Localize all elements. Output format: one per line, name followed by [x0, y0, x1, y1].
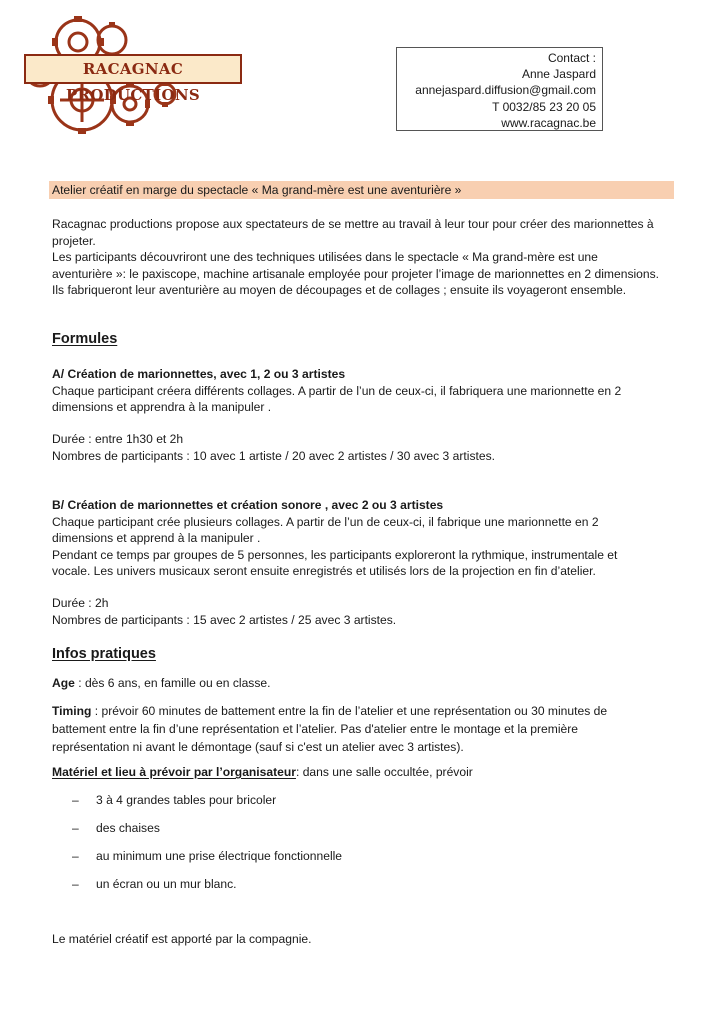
- list-item: [72, 820, 672, 837]
- list-item: [72, 876, 672, 893]
- formule-b-details: [52, 595, 682, 628]
- list-marker: –: [72, 877, 79, 891]
- intro-line: aventurière »: le paxiscope, machine artisanale employée pour projeter l’image de marionnettes en 2 dimensions.: [52, 266, 660, 281]
- contact-phone: T 0032/85 23 20 05: [492, 99, 596, 114]
- intro-line: Racagnac productions propose aux spectateurs de se mettre au travail à leur tour pour créer des marionnettes à: [52, 217, 654, 231]
- formule-a-line: dimensions et apprendra à la manipuler .: [52, 400, 272, 414]
- contact-name: Anne Jaspard: [521, 67, 596, 82]
- formule-a-participants: Nombres de participants : 10 avec 1 artiste / 20 avec 2 artistes / 30 avec 3 artistes.: [52, 448, 495, 463]
- contact-email[interactable]: annejaspard.diffusion@gmail.com: [415, 83, 596, 98]
- list-marker: –: [72, 849, 79, 863]
- company-logo: [20, 12, 250, 137]
- formule-b-line: Pendant ce temps par groupes de 5 personnes, les participants exploreront la rythmique, instrumentale et: [52, 547, 618, 562]
- list-item-text: 3 à 4 grandes tables pour bricoler: [96, 793, 277, 807]
- materiel-text: : dans une salle occultée, prévoir: [295, 765, 473, 779]
- formule-a-title: A/ Création de marionnettes, avec 1, 2 ou 3 artistes: [52, 367, 346, 381]
- formule-b-line: Chaque participant crée plusieurs collages. A partir de l’un de ceux-ci, il fabrique une marionnette en 2: [52, 514, 599, 529]
- contact-box: [396, 47, 603, 131]
- formule-b-participants: Nombres de participants : 15 avec 2 artistes / 25 avec 3 artistes.: [52, 612, 397, 627]
- list-marker: –: [72, 821, 79, 835]
- contact-website[interactable]: www.racagnac.be: [501, 115, 596, 130]
- infos-heading: Infos pratiques: [52, 646, 156, 662]
- intro-line: Les participants découvriront une des techniques utilisées dans le spectacle « Ma grand-mère est une: [52, 250, 598, 264]
- timing-text: battement entre la fin d’une représentation et l’atelier. Pas d'atelier entre le montage et la première: [52, 722, 579, 736]
- timing-text: représentation ni avant le démontage (sauf si c'est un atelier avec 3 artistes).: [52, 740, 464, 754]
- info-materiel: [52, 764, 682, 781]
- list-marker: –: [72, 793, 79, 807]
- formule-a-details: [52, 431, 682, 464]
- formules-heading: Formules: [52, 331, 118, 347]
- list-item-text: au minimum une prise électrique fonctionnelle: [96, 849, 343, 863]
- list-item-text: un écran ou un mur blanc.: [96, 877, 237, 891]
- list-item: [72, 792, 672, 809]
- formule-a-line: Chaque participant créera différents collages. A partir de l’un de ceux-ci, il fabriquera une marionnette en 2: [52, 383, 622, 398]
- formule-b-line: vocale. Les univers musicaux seront ensuite enregistrés et utilisés lors de la projection en fin d’atelier.: [52, 564, 596, 578]
- list-item: [72, 848, 672, 865]
- intro-line: Ils fabriqueront leur aventurière au moyen de découpages et de collages ; ensuite ils voyageront ensemble.: [52, 283, 627, 297]
- age-text: : dès 6 ans, en famille ou en classe.: [74, 676, 271, 690]
- info-age: [52, 675, 682, 692]
- timing-text: : prévoir 60 minutes de battement entre la fin de l’atelier et une représentation ou 30 minutes de: [91, 704, 608, 718]
- intro-paragraph: [52, 216, 682, 299]
- materiel-label: Matériel et lieu à prévoir par l’organisateur: [52, 765, 296, 779]
- intro-line: projeter.: [52, 233, 96, 248]
- timing-label: Timing: [52, 704, 92, 718]
- formule-b-line: dimensions et apprend à la manipuler .: [52, 531, 261, 545]
- formule-b: [52, 497, 682, 580]
- contact-label: Contact :: [547, 51, 596, 65]
- list-item-text: des chaises: [96, 821, 160, 835]
- age-label: Age: [52, 676, 75, 690]
- closing-note: Le matériel créatif est apporté par la compagnie.: [52, 932, 312, 946]
- logo-text: RACAGNAC PRODUCTIONS: [24, 54, 242, 84]
- workshop-title: Atelier créatif en marge du spectacle « Ma grand-mère est une aventurière »: [49, 181, 674, 199]
- formule-a-duree: Durée : entre 1h30 et 2h: [52, 432, 184, 446]
- formule-b-title: B/ Création de marionnettes et création sonore , avec 2 ou 3 artistes: [52, 498, 444, 512]
- formule-a: [52, 366, 682, 416]
- formule-b-duree: Durée : 2h: [52, 596, 109, 610]
- info-timing: [52, 702, 682, 756]
